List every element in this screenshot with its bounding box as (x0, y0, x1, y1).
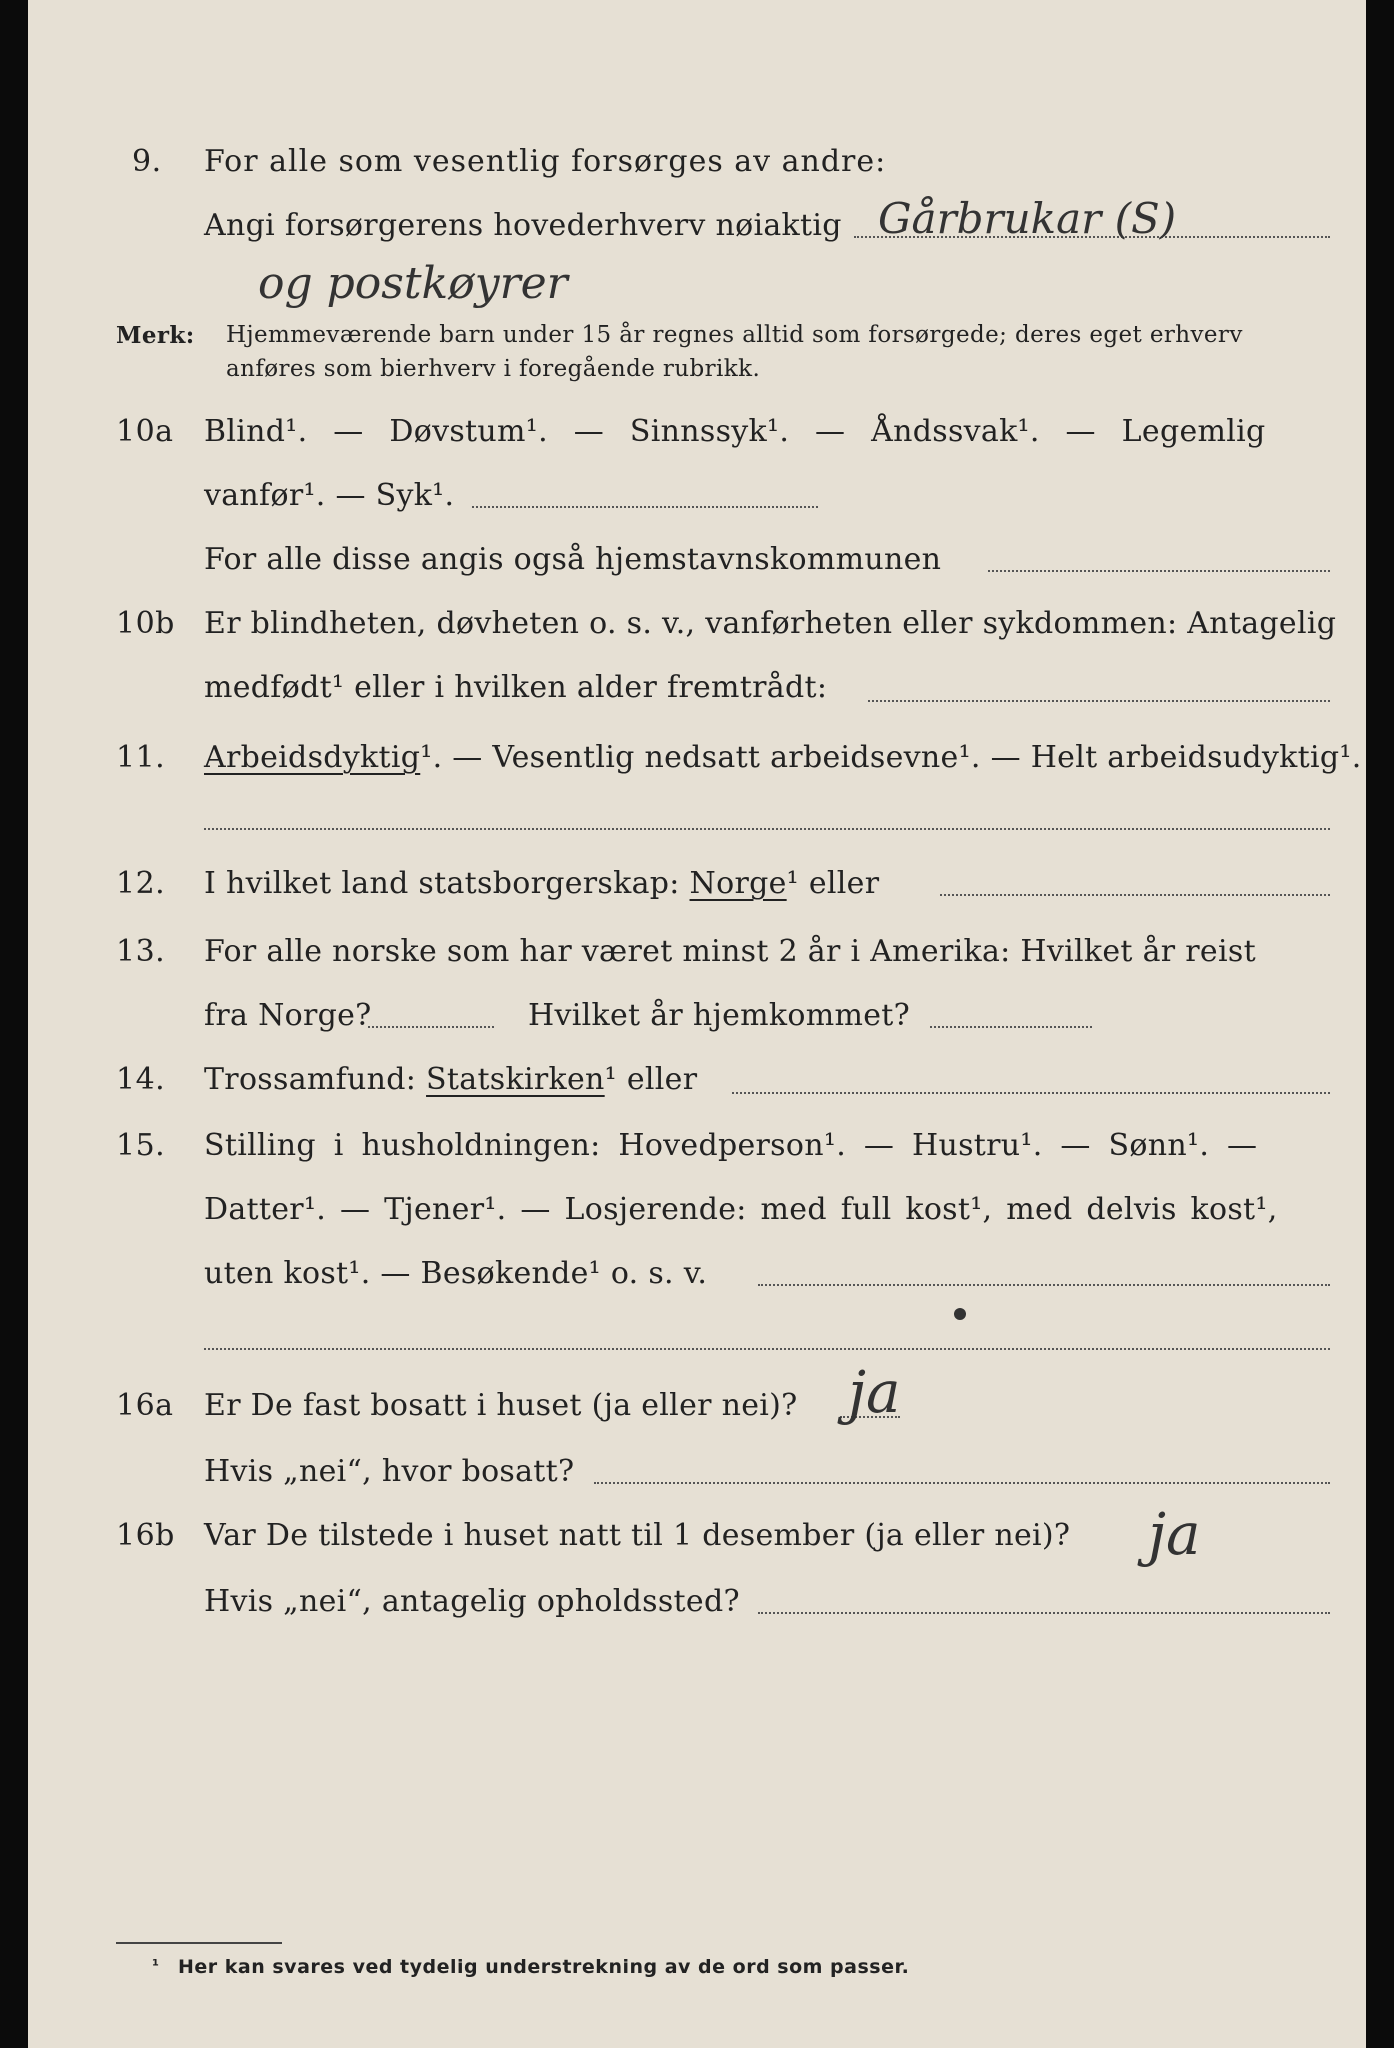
q16a-number: 16a (116, 1388, 174, 1423)
q14-pre: Trossamfund: (204, 1062, 417, 1097)
q14-answer-line (732, 1092, 1330, 1094)
merk-line1: Hjemmeværende barn under 15 år regnes alltid som forsørgede; deres eget erhverv (226, 322, 1243, 348)
q9-number: 9. (132, 144, 162, 179)
ink-dot (954, 1308, 966, 1320)
footnote-mark: ¹ (152, 1956, 160, 1975)
q10a-line1: Blind¹. — Døvstum¹. — Sinnssyk¹. — Åndssvak¹. — Legemlig (204, 414, 1266, 449)
q11-underlined-option: Arbeidsdyktig (204, 740, 421, 775)
q15-answer-line (758, 1284, 1330, 1286)
q16b-line1: Var De tilstede i huset natt til 1 desember (ja eller nei)? (204, 1518, 1071, 1553)
q16a-line2: Hvis „nei“, hvor bosatt? (204, 1454, 575, 1489)
q14-underlined-option: Statskirken (426, 1062, 605, 1097)
q15-line3: uten kost¹. — Besøkende¹ o. s. v. (204, 1256, 708, 1291)
q12-number: 12. (116, 866, 166, 901)
q16a-handwritten-answer: ja (848, 1358, 901, 1426)
q15-line1: Stilling i husholdningen: Hovedperson¹. — Hustru¹. — Sønn¹. — (204, 1128, 1258, 1163)
footnote-rule (116, 1942, 282, 1944)
q12-pre: I hvilket land statsborgerskap: (204, 866, 680, 901)
q16b-number: 16b (116, 1518, 175, 1553)
q11-rest: ¹. — Vesentlig nedsatt arbeidsevne¹. — Helt arbeidsudyktig¹. (420, 740, 1362, 775)
q14-text (204, 1062, 697, 1097)
q12-post: ¹ eller (786, 866, 880, 901)
q13-left-answer-line (368, 1026, 494, 1028)
q10a-hometown-line (988, 570, 1330, 572)
q14-post: ¹ eller (604, 1062, 698, 1097)
q15-extra-line (204, 1348, 1330, 1350)
footnote-text: Her kan svares ved tydelig understrekning av de ord som passer. (178, 1956, 910, 1978)
q12-answer-line (940, 894, 1330, 896)
q13-right-answer-line (930, 1026, 1092, 1028)
q14-number: 14. (116, 1062, 166, 1097)
q10b-line2: medfødt¹ eller i hvilken alder fremtrådt: (204, 670, 828, 705)
q9-line1: For alle som vesentlig forsørges av andre: (204, 144, 887, 179)
q10b-answer-line (868, 700, 1330, 702)
q9-handwritten-occupation-2: og postkøyrer (258, 258, 568, 309)
q11-text (204, 740, 1362, 775)
q16a-residence-line (594, 1482, 1330, 1484)
q13-number: 13. (116, 934, 166, 969)
q9-handwritten-occupation: Gårbrukar (S) (878, 194, 1177, 243)
q11-answer-line (204, 828, 1330, 830)
q11-number: 11. (116, 740, 166, 775)
q10a-line2: vanfør¹. — Syk¹. (204, 478, 455, 513)
q16b-whereabouts-line (758, 1612, 1330, 1614)
q16a-line1: Er De fast bosatt i huset (ja eller nei)? (204, 1388, 798, 1423)
q15-line2: Datter¹. — Tjener¹. — Losjerende: med full kost¹, med delvis kost¹, (204, 1192, 1278, 1227)
q16b-line2: Hvis „nei“, antagelig opholdssted? (204, 1584, 740, 1619)
q15-number: 15. (116, 1128, 166, 1163)
q10b-number: 10b (116, 606, 175, 641)
q12-text (204, 866, 879, 901)
q10a-number: 10a (116, 414, 174, 449)
q9-line2: Angi forsørgerens hovederhverv nøiaktig (204, 208, 842, 243)
q16b-handwritten-answer: ja (1148, 1500, 1201, 1568)
q13-line2a: fra Norge? (204, 998, 372, 1033)
merk-line2: anføres som bierhverv i foregående rubrikk. (226, 356, 761, 382)
q10a-line3: For alle disse angis også hjemstavnskommunen (204, 542, 942, 577)
census-form-page (28, 0, 1366, 2048)
q13-line2b: Hvilket år hjemkommet? (528, 998, 911, 1033)
q10a-answer-line (472, 506, 818, 508)
q10b-line1: Er blindheten, døvheten o. s. v., vanførheten eller sykdommen: Antagelig (204, 606, 1337, 641)
q12-underlined-option: Norge (689, 866, 787, 901)
merk-label: Merk: (116, 322, 195, 349)
q13-line1: For alle norske som har været minst 2 år i Amerika: Hvilket år reist (204, 934, 1256, 969)
